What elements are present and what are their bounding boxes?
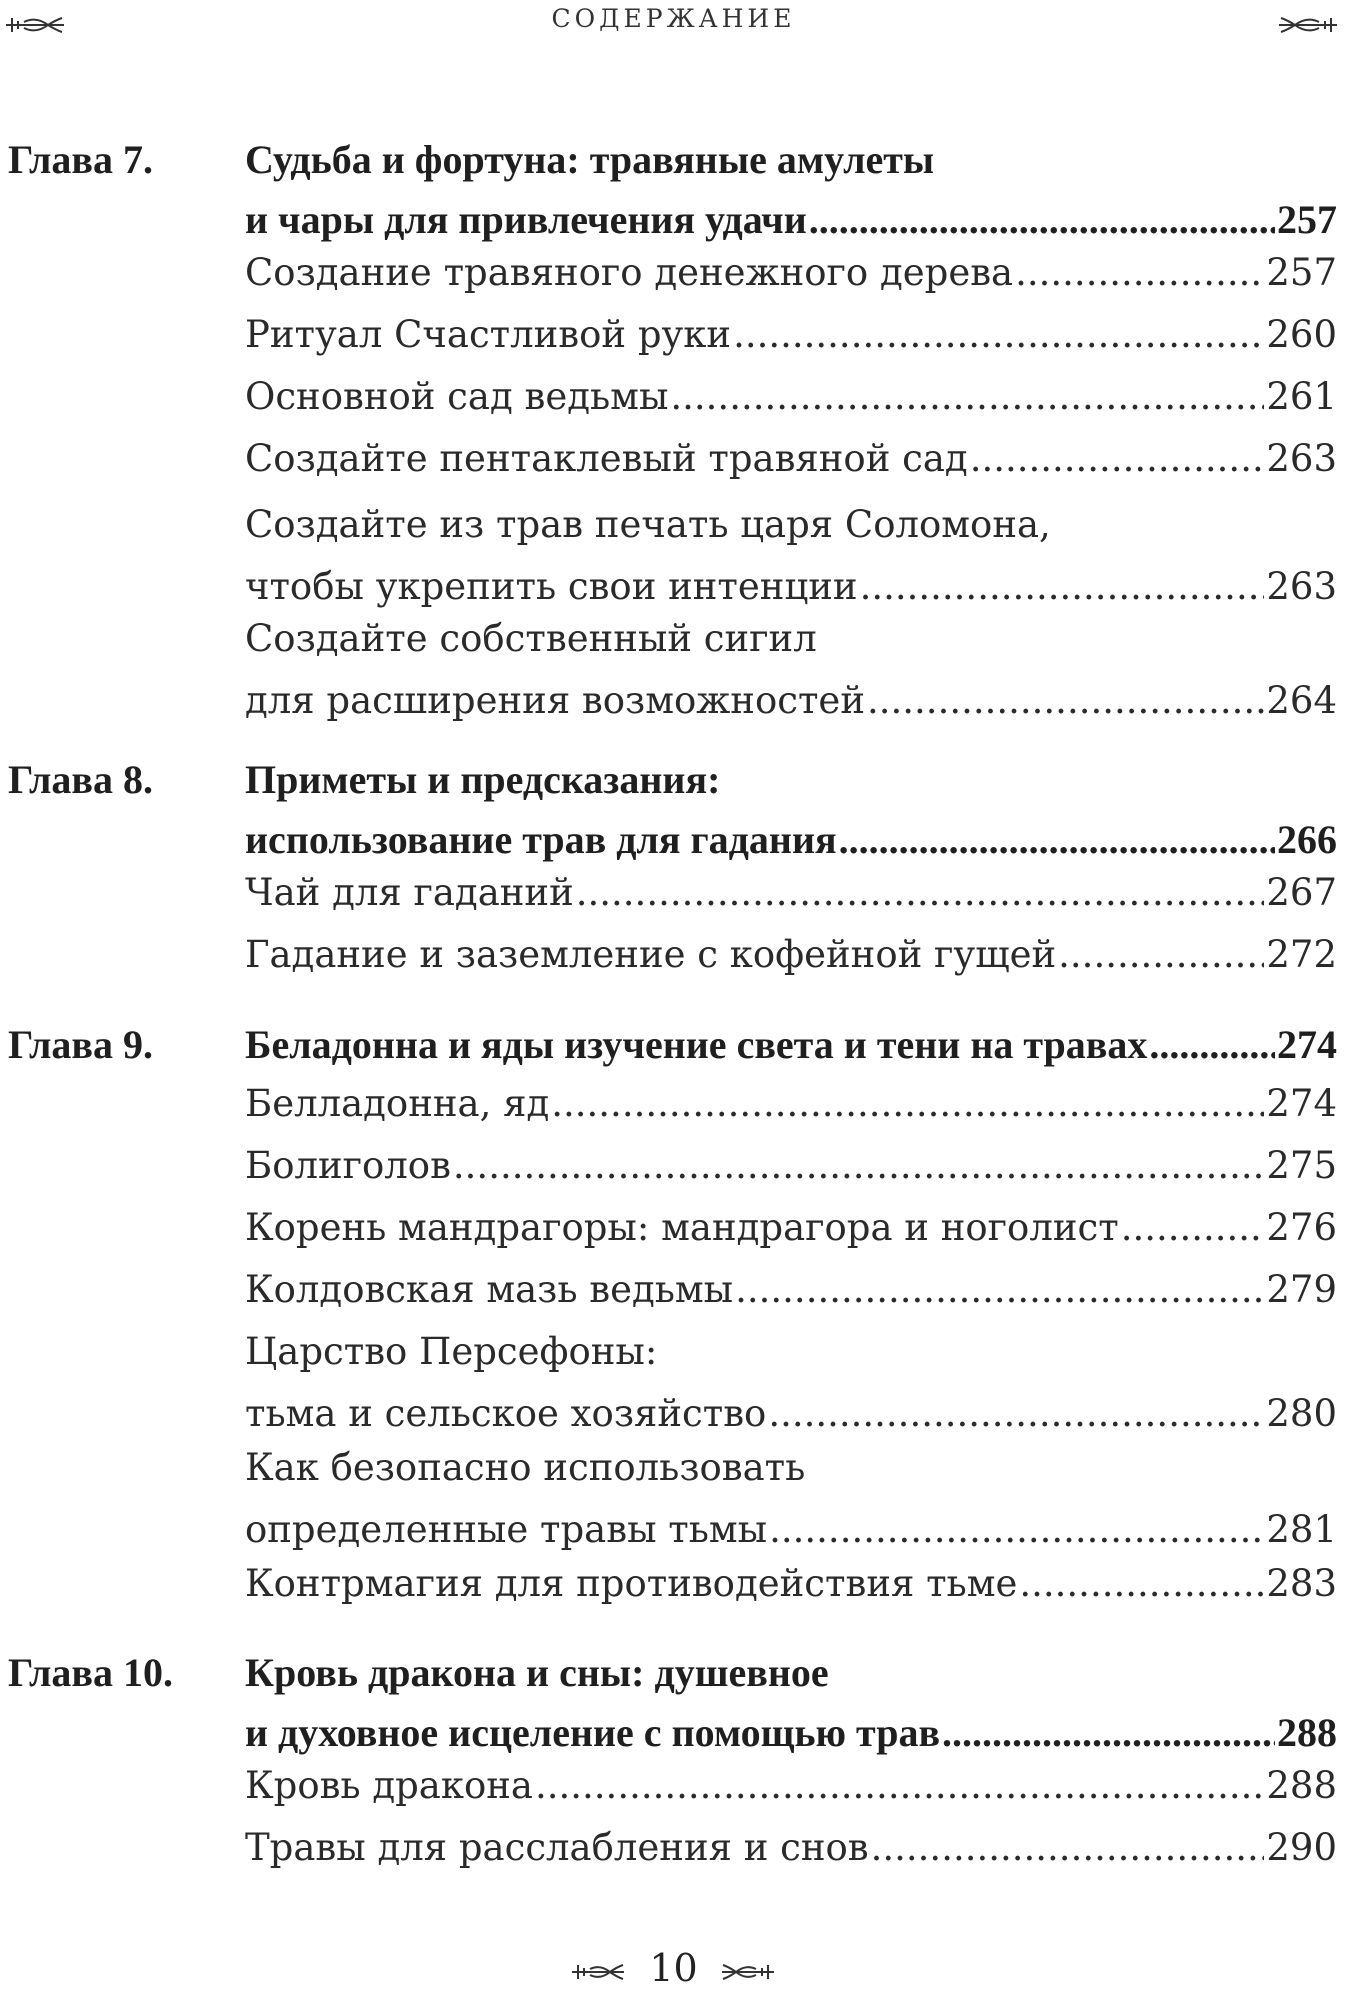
entry-text: Травы для расслабления и снов <box>245 1826 869 1869</box>
toc-entry <box>245 1817 1337 1879</box>
dot-leader <box>453 1135 1264 1197</box>
entry-text: Белладонна, яд <box>245 1082 550 1125</box>
dot-leader <box>809 190 1275 250</box>
page-number: 288 <box>1266 1764 1337 1807</box>
toc-entry <box>245 608 1337 732</box>
chapter-title-text: использование трав для гадания <box>245 817 837 862</box>
toc-row <box>245 1499 1337 1561</box>
dot-leader <box>576 862 1265 924</box>
toc-row <box>245 862 1337 924</box>
dot-leader <box>942 1703 1275 1763</box>
entry-text: Болиголов <box>245 1144 451 1187</box>
entry-text: Ритуал Счастливой руки <box>245 313 732 356</box>
page-number: 279 <box>1266 1268 1337 1311</box>
entry-text: Гадание и заземление с кофейной гущей <box>245 933 1057 976</box>
toc-row <box>245 1073 1337 1135</box>
page-number: 267 <box>1266 871 1337 914</box>
toc-row <box>245 304 1337 366</box>
toc-entry <box>245 924 1337 986</box>
page-number: 266 <box>1277 817 1337 862</box>
dot-leader <box>1019 1553 1264 1615</box>
entry-text: тьма и сельское хозяйство <box>245 1392 767 1435</box>
toc-entry <box>245 1259 1337 1321</box>
toc-row <box>245 1817 1337 1879</box>
chapter-7-label: Глава 7. <box>8 137 153 182</box>
toc-entry <box>245 1321 1337 1445</box>
page-number: 264 <box>1266 679 1337 722</box>
entry-text: Контрмагия для противодействия тьме <box>245 1562 1018 1605</box>
page-number: 263 <box>1266 437 1337 480</box>
dot-leader <box>733 304 1264 366</box>
entry-line: Создайте собственный сигил <box>245 617 817 660</box>
dot-leader <box>551 1073 1264 1135</box>
dot-leader <box>1015 242 1264 304</box>
page-number: 281 <box>1266 1508 1337 1551</box>
dot-leader <box>970 428 1265 490</box>
chapter-title-text: и духовное исцеление с помощью трав <box>245 1710 941 1755</box>
page-number: 257 <box>1277 197 1337 242</box>
toc-entry <box>245 428 1337 490</box>
dot-leader <box>735 1259 1264 1321</box>
toc-row <box>245 924 1337 986</box>
page-number: 274 <box>1266 1082 1337 1125</box>
dot-leader <box>535 1755 1264 1817</box>
toc-entry <box>245 494 1337 618</box>
running-header <box>0 0 1347 40</box>
chapter-8-title <box>245 750 1337 870</box>
page-number: 288 <box>1277 1710 1337 1755</box>
entry-text: Чай для гаданий <box>245 871 574 914</box>
page-number: 274 <box>1277 1022 1337 1067</box>
entry-line: Как безопасно использовать <box>245 1446 806 1489</box>
entry-text: Кровь дракона <box>245 1764 533 1807</box>
toc-row <box>245 242 1337 304</box>
chapter-title-line: Приметы и предсказания: <box>245 757 721 802</box>
toc-entry <box>245 242 1337 304</box>
page-number: 260 <box>1266 313 1337 356</box>
toc-row <box>245 1197 1337 1259</box>
page-number: 272 <box>1266 933 1337 976</box>
toc-row <box>245 428 1337 490</box>
toc-entry <box>245 1437 1337 1561</box>
toc-row <box>245 1383 1337 1445</box>
toc-row <box>245 1135 1337 1197</box>
chapter-10-title <box>245 1643 1337 1763</box>
chapter-title-row <box>245 190 1337 250</box>
toc-row <box>245 1259 1337 1321</box>
toc-row <box>245 1553 1337 1615</box>
entry-text: Корень мандрагоры: мандрагора и ноголист <box>245 1206 1119 1249</box>
page-number: 290 <box>1266 1826 1337 1869</box>
page-title: СОДЕРЖАНИЕ <box>551 4 796 33</box>
chapter-10-label: Глава 10. <box>8 1650 173 1695</box>
toc-entry <box>245 1073 1337 1135</box>
entry-line: Царство Персефоны: <box>245 1330 658 1373</box>
dot-leader <box>867 670 1264 732</box>
dot-leader <box>670 366 1264 428</box>
entry-text: Основной сад ведьмы <box>245 375 669 418</box>
toc-entry <box>245 304 1337 366</box>
chapter-title-text: Беладонна и яды изучение света и тени на травах <box>245 1022 1148 1067</box>
toc-row <box>245 1755 1337 1817</box>
entry-text: чтобы укрепить свои интенции <box>245 565 858 608</box>
toc-row <box>245 366 1337 428</box>
toc-entry <box>245 862 1337 924</box>
toc-entry <box>245 1553 1337 1615</box>
toc-entry <box>245 1755 1337 1817</box>
dot-leader <box>839 810 1275 870</box>
page-number: 280 <box>1266 1392 1337 1435</box>
page-number-footer: 10 <box>649 1946 698 1990</box>
page-number: 261 <box>1266 375 1337 418</box>
page-footer <box>0 1946 1347 1996</box>
entry-text: Колдовская мазь ведьмы <box>245 1268 734 1311</box>
chapter-title-row <box>245 1703 1337 1763</box>
page-number: 257 <box>1266 251 1337 294</box>
entry-text: Создание травяного денежного дерева <box>245 251 1014 294</box>
toc-entry <box>245 366 1337 428</box>
chapter-8-label: Глава 8. <box>8 757 153 802</box>
chapter-title-row <box>245 1015 1337 1075</box>
dot-leader <box>871 1817 1265 1879</box>
dot-leader <box>769 1499 1264 1561</box>
chapter-title-row <box>245 810 1337 870</box>
footer-ornament-right-icon <box>720 1962 776 1982</box>
page-number: 275 <box>1266 1144 1337 1187</box>
entry-text: определенные травы тьмы <box>245 1508 768 1551</box>
chapter-title-line: Кровь дракона и сны: душевное <box>245 1650 829 1695</box>
chapter-9-title <box>245 1015 1337 1075</box>
dot-leader <box>1058 924 1264 986</box>
page-number: 276 <box>1266 1206 1337 1249</box>
header-ornament-right-icon <box>1277 14 1339 36</box>
toc-entry <box>245 1135 1337 1197</box>
dot-leader <box>1121 1197 1265 1259</box>
chapter-title-line: Судьба и фортуна: травяные амулеты <box>245 137 935 182</box>
dot-leader <box>768 1383 1264 1445</box>
chapter-7-title <box>245 130 1337 250</box>
page-number: 283 <box>1266 1562 1337 1605</box>
entry-text: для расширения возможностей <box>245 679 865 722</box>
toc-row <box>245 670 1337 732</box>
chapter-9-label: Глава 9. <box>8 1022 153 1067</box>
page-number: 263 <box>1266 565 1337 608</box>
toc-entry <box>245 1197 1337 1259</box>
entry-text: Создайте пентаклевый травяной сад <box>245 437 968 480</box>
chapter-title-text: и чары для привлечения удачи <box>245 197 807 242</box>
dot-leader <box>1149 1015 1275 1075</box>
entry-line: Создайте из трав печать царя Соломона, <box>245 503 1051 546</box>
